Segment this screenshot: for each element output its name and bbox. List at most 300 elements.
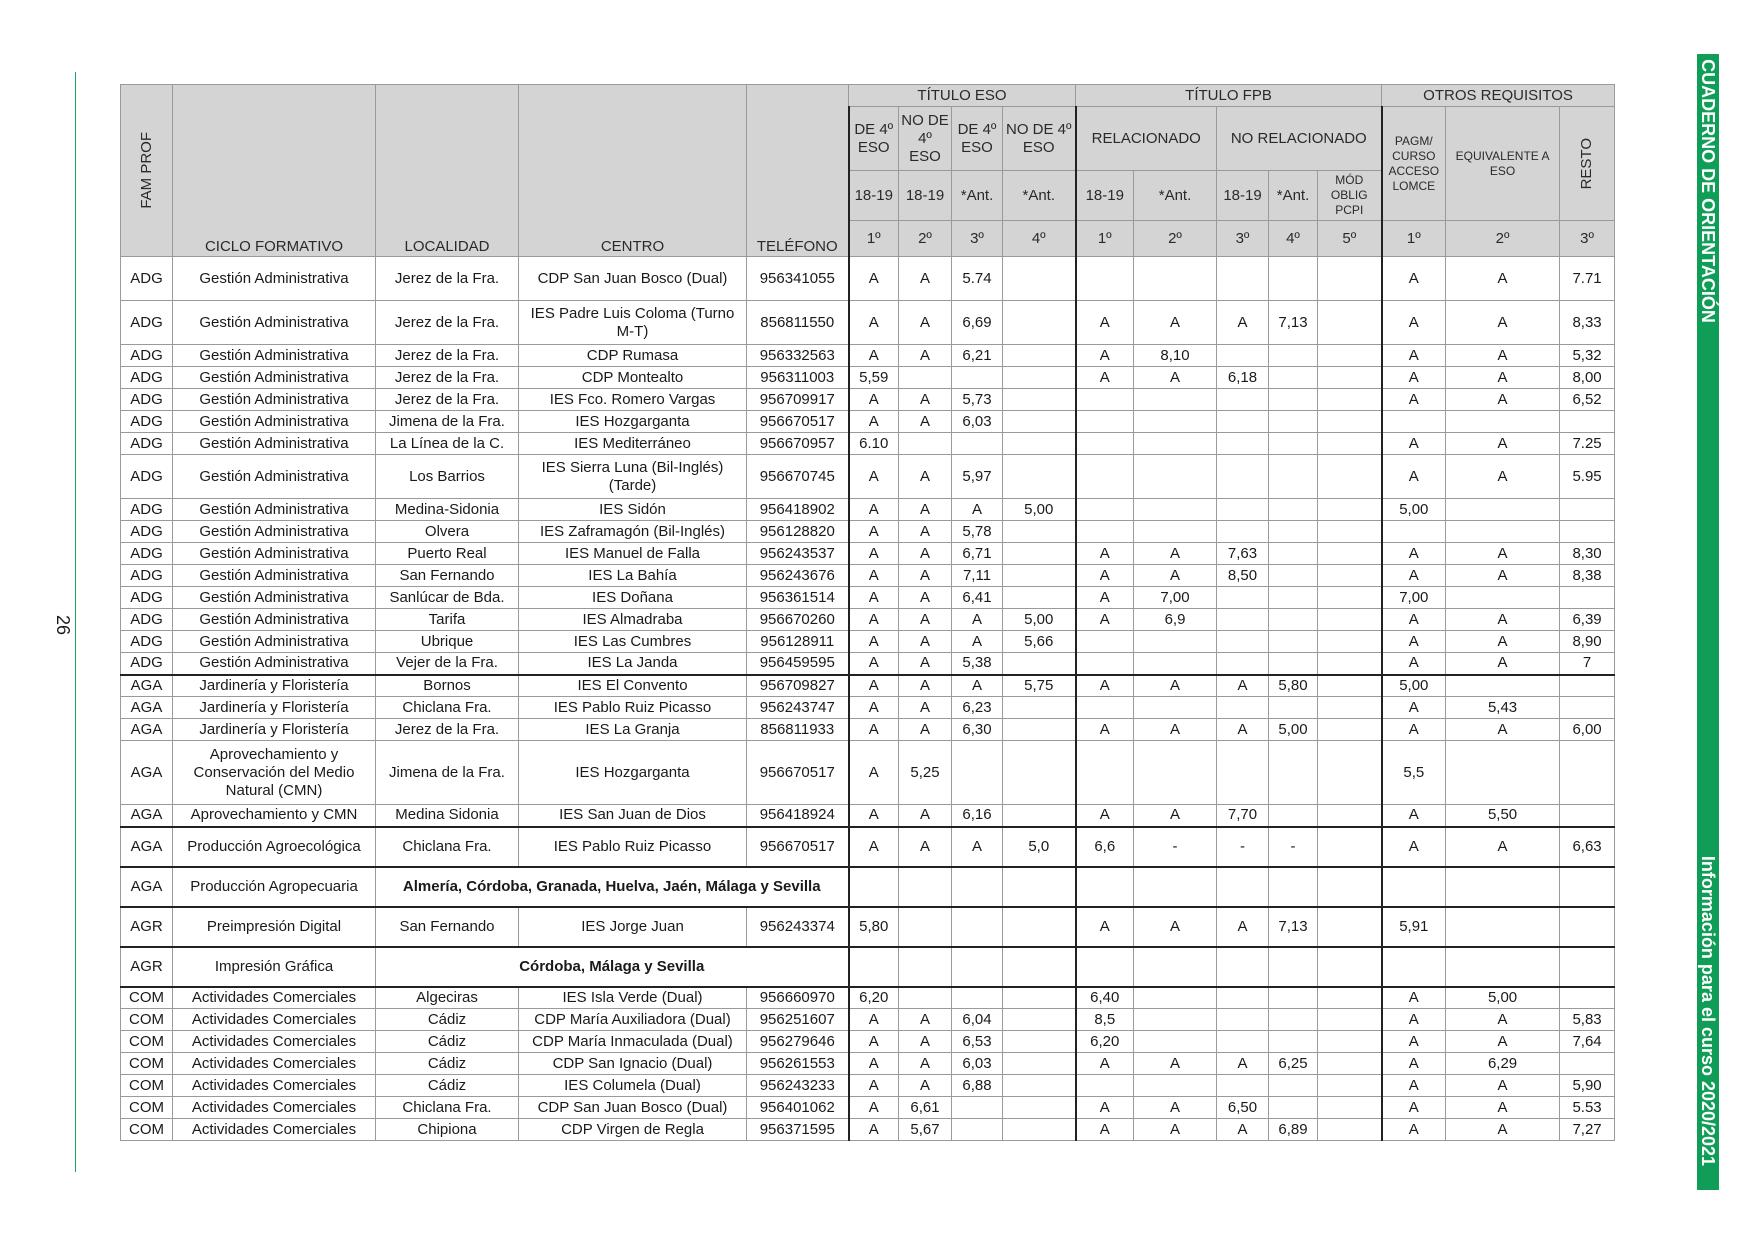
table-row	[121, 1009, 1615, 1031]
hdr-ordinal: 2º	[1446, 221, 1560, 257]
table-row	[121, 827, 1615, 867]
cell-value: 6,00	[1560, 719, 1615, 741]
cell-localidad: Chiclana Fra.	[376, 697, 519, 719]
cell-value	[1560, 697, 1615, 719]
cell-value: 5,00	[1382, 675, 1446, 697]
cell-ciclo: Jardinería y Floristería	[173, 697, 376, 719]
cell-value	[1560, 675, 1615, 697]
cell-value	[1269, 947, 1318, 987]
cell-value: 5,43	[1446, 697, 1560, 719]
cell-centro: IES Hozgarganta	[519, 741, 747, 805]
table-row	[121, 543, 1615, 565]
cell-value	[1560, 867, 1615, 907]
cell-telefono: 956670517	[747, 741, 849, 805]
cell-ciclo: Gestión Administrativa	[173, 367, 376, 389]
cell-value: 5,00	[1003, 609, 1076, 631]
cell-value	[1003, 1009, 1076, 1031]
cell-value: 7,13	[1269, 301, 1318, 345]
cell-value: A	[1382, 455, 1446, 499]
cell-telefono: 956670957	[747, 433, 849, 455]
cell-value	[1003, 1075, 1076, 1097]
cell-value	[1446, 947, 1560, 987]
cell-value: A	[899, 697, 952, 719]
table-row	[121, 367, 1615, 389]
cell-fam: ADG	[121, 301, 173, 345]
cell-value: 5,78	[952, 521, 1003, 543]
table-row	[121, 433, 1615, 455]
cell-telefono: 956670517	[747, 827, 849, 867]
cell-value	[1003, 947, 1076, 987]
cell-value	[1076, 433, 1134, 455]
cell-value	[1318, 1075, 1382, 1097]
col-fam-prof: FAM PROF	[121, 85, 173, 257]
cell-value	[1269, 631, 1318, 653]
cell-fam: AGR	[121, 907, 173, 947]
cell-value	[952, 947, 1003, 987]
cell-value: 6,04	[952, 1009, 1003, 1031]
col-localidad: LOCALIDAD	[376, 85, 519, 257]
cell-value: 7.25	[1560, 433, 1615, 455]
hdr-year: 18-19	[1217, 171, 1269, 221]
cell-value: A	[1134, 543, 1217, 565]
cell-value	[1076, 499, 1134, 521]
table-row	[121, 345, 1615, 367]
cell-value: 5,59	[849, 367, 899, 389]
cell-centro: IES Las Cumbres	[519, 631, 747, 653]
cell-value: 7.71	[1560, 257, 1615, 301]
cell-value: 5,66	[1003, 631, 1076, 653]
cell-ciclo: Preimpresión Digital	[173, 907, 376, 947]
cell-value: A	[1076, 1097, 1134, 1119]
cell-value: A	[1382, 827, 1446, 867]
group-otros-requisitos: OTROS REQUISITOS	[1382, 85, 1615, 107]
cell-value: 7,11	[952, 565, 1003, 587]
cell-value: 6,20	[849, 987, 899, 1009]
cell-value: A	[952, 609, 1003, 631]
cell-value	[1003, 697, 1076, 719]
table-row	[121, 1119, 1615, 1141]
cell-localidad: La Línea de la C.	[376, 433, 519, 455]
cell-value: A	[849, 345, 899, 367]
cell-centro: IES Hozgarganta	[519, 411, 747, 433]
cell-value: A	[1382, 543, 1446, 565]
cell-value	[1134, 631, 1217, 653]
cell-ciclo: Gestión Administrativa	[173, 609, 376, 631]
cell-value	[1076, 947, 1134, 987]
cell-value	[1560, 987, 1615, 1009]
cell-centro: CDP San Juan Bosco (Dual)	[519, 257, 747, 301]
cell-value	[1446, 499, 1560, 521]
cell-value	[1446, 867, 1560, 907]
cell-fam: ADG	[121, 389, 173, 411]
cell-value	[1446, 741, 1560, 805]
cell-localidad: Jerez de la Fra.	[376, 367, 519, 389]
cell-telefono: 956243537	[747, 543, 849, 565]
cell-centro: IES Manuel de Falla	[519, 543, 747, 565]
cell-value	[1318, 741, 1382, 805]
cell-ciclo: Gestión Administrativa	[173, 455, 376, 499]
cell-localidad: Chipiona	[376, 1119, 519, 1141]
cell-fam: ADG	[121, 499, 173, 521]
cell-localidad: Algeciras	[376, 987, 519, 1009]
cell-fam: COM	[121, 1097, 173, 1119]
hdr-year: *Ant.	[952, 171, 1003, 221]
table-row	[121, 411, 1615, 433]
cell-value: A	[899, 345, 952, 367]
cell-value: A	[899, 455, 952, 499]
table-row	[121, 631, 1615, 653]
cell-value	[1003, 433, 1076, 455]
cell-value	[1003, 1097, 1076, 1119]
cell-fam: ADG	[121, 345, 173, 367]
cell-centro: IES Sidón	[519, 499, 747, 521]
cell-value	[1318, 1031, 1382, 1053]
cell-value: 7,64	[1560, 1031, 1615, 1053]
cell-ciclo: Actividades Comerciales	[173, 1119, 376, 1141]
cell-value	[1003, 411, 1076, 433]
cell-value: 5,97	[952, 455, 1003, 499]
cell-value: A	[1134, 805, 1217, 827]
cell-value	[849, 947, 899, 987]
cell-value	[1560, 907, 1615, 947]
cell-ciclo: Gestión Administrativa	[173, 587, 376, 609]
cell-value	[1003, 741, 1076, 805]
cell-value	[1134, 411, 1217, 433]
cell-value	[1269, 455, 1318, 499]
cell-centro: CDP Montealto	[519, 367, 747, 389]
cell-value: 6,16	[952, 805, 1003, 827]
page-number: 26	[53, 615, 73, 636]
cell-telefono: 956401062	[747, 1097, 849, 1119]
cell-value: A	[1076, 675, 1134, 697]
hdr-ordinal: 4º	[1003, 221, 1076, 257]
cell-fam: ADG	[121, 565, 173, 587]
table-row	[121, 719, 1615, 741]
cell-value	[1382, 947, 1446, 987]
cell-ciclo: Impresión Gráfica	[173, 947, 376, 987]
cell-value	[1318, 1009, 1382, 1031]
cell-value	[1446, 675, 1560, 697]
cell-value: A	[1217, 675, 1269, 697]
cell-value: A	[899, 1009, 952, 1031]
cell-value: A	[1382, 653, 1446, 675]
cell-value: A	[849, 587, 899, 609]
cell-telefono: 956670745	[747, 455, 849, 499]
cell-ciclo: Producción Agroecológica	[173, 827, 376, 867]
cell-span-note: Córdoba, Málaga y Sevilla	[376, 947, 849, 987]
cell-value: A	[849, 675, 899, 697]
cell-value: 8,33	[1560, 301, 1615, 345]
table-row	[121, 609, 1615, 631]
cell-ciclo: Jardinería y Floristería	[173, 719, 376, 741]
cell-value: 8,00	[1560, 367, 1615, 389]
cell-value	[1318, 499, 1382, 521]
cell-value	[1318, 827, 1382, 867]
cell-value	[952, 907, 1003, 947]
cell-ciclo: Actividades Comerciales	[173, 1097, 376, 1119]
cell-ciclo: Gestión Administrativa	[173, 653, 376, 675]
cell-value	[1217, 499, 1269, 521]
cell-value	[899, 367, 952, 389]
cell-value	[1269, 805, 1318, 827]
cell-fam: ADG	[121, 257, 173, 301]
cell-value: 6,50	[1217, 1097, 1269, 1119]
cell-value	[1003, 1119, 1076, 1141]
cell-centro: IES El Convento	[519, 675, 747, 697]
cell-fam: AGA	[121, 827, 173, 867]
hdr-equivalente: EQUIVALENTE A ESO	[1446, 107, 1560, 221]
cell-value	[1382, 411, 1446, 433]
cell-value: A	[1076, 367, 1134, 389]
cell-value: A	[899, 257, 952, 301]
cell-centro: IES Pablo Ruiz Picasso	[519, 827, 747, 867]
cell-ciclo: Actividades Comerciales	[173, 987, 376, 1009]
cell-value	[1217, 867, 1269, 907]
cell-ciclo: Actividades Comerciales	[173, 1075, 376, 1097]
cell-fam: ADG	[121, 587, 173, 609]
cell-value: 8,5	[1076, 1009, 1134, 1031]
cell-fam: ADG	[121, 609, 173, 631]
cell-value: A	[849, 827, 899, 867]
cell-value: A	[1076, 345, 1134, 367]
cell-ciclo: Gestión Administrativa	[173, 345, 376, 367]
cell-value	[1269, 257, 1318, 301]
cell-telefono: 956660970	[747, 987, 849, 1009]
cell-localidad: Chiclana Fra.	[376, 1097, 519, 1119]
cell-value	[1003, 867, 1076, 907]
cell-centro: CDP San Juan Bosco (Dual)	[519, 1097, 747, 1119]
cell-value: A	[1076, 543, 1134, 565]
cell-localidad: Bornos	[376, 675, 519, 697]
cell-value	[1134, 741, 1217, 805]
cell-centro: IES San Juan de Dios	[519, 805, 747, 827]
cell-value: A	[1076, 301, 1134, 345]
cell-value: A	[1446, 389, 1560, 411]
cell-value	[1217, 433, 1269, 455]
cell-value: A	[849, 1075, 899, 1097]
cell-value: A	[1134, 675, 1217, 697]
cell-value: A	[849, 631, 899, 653]
cell-fam: COM	[121, 1119, 173, 1141]
hdr-ordinal: 1º	[849, 221, 899, 257]
hdr-eso-1: DE 4º ESO	[849, 107, 899, 171]
cell-value: A	[1382, 433, 1446, 455]
cell-centro: IES Padre Luis Coloma (Turno M-T)	[519, 301, 747, 345]
cell-value: A	[849, 543, 899, 565]
cell-centro: IES Fco. Romero Vargas	[519, 389, 747, 411]
cell-value	[1003, 389, 1076, 411]
cell-value	[1076, 653, 1134, 675]
cell-value	[1003, 653, 1076, 675]
cell-value: 6.10	[849, 433, 899, 455]
cell-value	[1560, 521, 1615, 543]
cell-value	[1076, 455, 1134, 499]
cell-fam: ADG	[121, 433, 173, 455]
cell-value	[1076, 257, 1134, 301]
cell-value: A	[849, 1031, 899, 1053]
cell-value	[1003, 907, 1076, 947]
cell-value	[952, 987, 1003, 1009]
cell-value	[1318, 609, 1382, 631]
cell-value: A	[899, 389, 952, 411]
cell-ciclo: Jardinería y Floristería	[173, 675, 376, 697]
cell-value: A	[849, 609, 899, 631]
cell-value	[1318, 1097, 1382, 1119]
cell-value: A	[849, 521, 899, 543]
cell-value	[1560, 1053, 1615, 1075]
cell-localidad: Jerez de la Fra.	[376, 301, 519, 345]
cell-ciclo: Gestión Administrativa	[173, 411, 376, 433]
cell-value: 5,25	[899, 741, 952, 805]
cell-value	[1076, 867, 1134, 907]
cell-telefono: 956243676	[747, 565, 849, 587]
cell-value: A	[1382, 697, 1446, 719]
cell-value: A	[952, 827, 1003, 867]
cell-value: 6,29	[1446, 1053, 1560, 1075]
cell-centro: IES Sierra Luna (Bil-Inglés) (Tarde)	[519, 455, 747, 499]
cell-value: A	[1076, 1053, 1134, 1075]
cell-value: A	[849, 389, 899, 411]
cell-value	[952, 741, 1003, 805]
cell-value: 6,18	[1217, 367, 1269, 389]
cell-centro: IES Almadraba	[519, 609, 747, 631]
cell-value: A	[849, 301, 899, 345]
hdr-pagm: PAGM/ CURSO ACCESO LOMCE	[1382, 107, 1446, 221]
cell-localidad: Medina Sidonia	[376, 805, 519, 827]
cell-value	[1382, 521, 1446, 543]
cell-value	[952, 367, 1003, 389]
cell-value: A	[899, 521, 952, 543]
cell-fam: ADG	[121, 631, 173, 653]
cell-value	[1134, 1075, 1217, 1097]
cell-value: 7,00	[1382, 587, 1446, 609]
cell-telefono: 956361514	[747, 587, 849, 609]
cell-value	[899, 947, 952, 987]
cell-value	[1318, 587, 1382, 609]
cell-value: A	[849, 741, 899, 805]
cell-value	[1269, 1009, 1318, 1031]
cell-value: A	[1076, 565, 1134, 587]
cell-value	[1269, 499, 1318, 521]
cell-localidad: Jerez de la Fra.	[376, 257, 519, 301]
cell-value: 5,00	[1269, 719, 1318, 741]
cell-span-note: Almería, Córdoba, Granada, Huelva, Jaén, Málaga y Sevilla	[376, 867, 849, 907]
cell-value	[1318, 433, 1382, 455]
cell-telefono: 956418902	[747, 499, 849, 521]
cell-value: A	[1134, 719, 1217, 741]
cell-value: A	[1134, 367, 1217, 389]
cell-value	[952, 867, 1003, 907]
cell-telefono: 956279646	[747, 1031, 849, 1053]
cell-value: 6,25	[1269, 1053, 1318, 1075]
cell-value	[1134, 947, 1217, 987]
cell-value: 5,5	[1382, 741, 1446, 805]
cell-value	[1134, 455, 1217, 499]
table-row	[121, 653, 1615, 675]
cell-fam: COM	[121, 987, 173, 1009]
cell-value: 5,80	[1269, 675, 1318, 697]
cell-value: 6,03	[952, 411, 1003, 433]
cell-fam: COM	[121, 1009, 173, 1031]
cell-value: 5,50	[1446, 805, 1560, 827]
cell-value	[1318, 675, 1382, 697]
cell-telefono: 956128911	[747, 631, 849, 653]
cell-value	[1560, 587, 1615, 609]
cell-value: A	[899, 565, 952, 587]
cell-value	[1217, 609, 1269, 631]
cell-value: A	[1446, 367, 1560, 389]
cell-value: A	[1446, 1097, 1560, 1119]
cell-value: A	[1076, 1119, 1134, 1141]
hdr-year: *Ant.	[1269, 171, 1318, 221]
cell-value: A	[1446, 543, 1560, 565]
cell-value: A	[849, 455, 899, 499]
cell-ciclo: Gestión Administrativa	[173, 301, 376, 345]
table-row	[121, 257, 1615, 301]
cell-localidad: Tarifa	[376, 609, 519, 631]
cell-value	[1318, 411, 1382, 433]
hdr-no-relacionado: NO RELACIONADO	[1217, 107, 1382, 171]
cell-value: 5,32	[1560, 345, 1615, 367]
cell-value: 5.53	[1560, 1097, 1615, 1119]
table-row	[121, 741, 1615, 805]
cell-value: A	[899, 653, 952, 675]
cell-value	[1269, 521, 1318, 543]
cell-value: A	[849, 257, 899, 301]
cell-value: A	[1076, 587, 1134, 609]
cell-fam: ADG	[121, 543, 173, 565]
col-telefono: TELÉFONO	[747, 85, 849, 257]
cell-value: A	[1446, 1009, 1560, 1031]
cell-value	[1318, 867, 1382, 907]
cell-value	[1318, 907, 1382, 947]
cell-value: A	[1446, 345, 1560, 367]
hdr-year: *Ant.	[1003, 171, 1076, 221]
cell-value	[1318, 697, 1382, 719]
cell-value	[1003, 345, 1076, 367]
cell-value	[1217, 521, 1269, 543]
cell-value	[1134, 1009, 1217, 1031]
cell-value: 5,91	[1382, 907, 1446, 947]
cell-value: A	[899, 543, 952, 565]
cell-value: A	[849, 499, 899, 521]
cell-value: 6,52	[1560, 389, 1615, 411]
cell-value: A	[849, 697, 899, 719]
cell-value	[1318, 653, 1382, 675]
hdr-ordinal: 5º	[1318, 221, 1382, 257]
hdr-ordinal: 2º	[1134, 221, 1217, 257]
cell-value: A	[1382, 1053, 1446, 1075]
cell-value	[1076, 411, 1134, 433]
cell-value: 6,39	[1560, 609, 1615, 631]
cell-value: A	[1076, 719, 1134, 741]
table-row	[121, 867, 1615, 907]
cell-fam: AGA	[121, 805, 173, 827]
cell-telefono: 956128820	[747, 521, 849, 543]
cell-value: 7,27	[1560, 1119, 1615, 1141]
cell-value	[1318, 565, 1382, 587]
cell-value	[1076, 521, 1134, 543]
cell-value	[1217, 257, 1269, 301]
cell-value: 7	[1560, 653, 1615, 675]
cell-value: A	[899, 499, 952, 521]
cell-value: 7,13	[1269, 907, 1318, 947]
cell-value	[1318, 987, 1382, 1009]
cell-value: A	[1076, 907, 1134, 947]
cell-value: A	[899, 301, 952, 345]
table-row	[121, 521, 1615, 543]
cell-value: A	[1382, 301, 1446, 345]
